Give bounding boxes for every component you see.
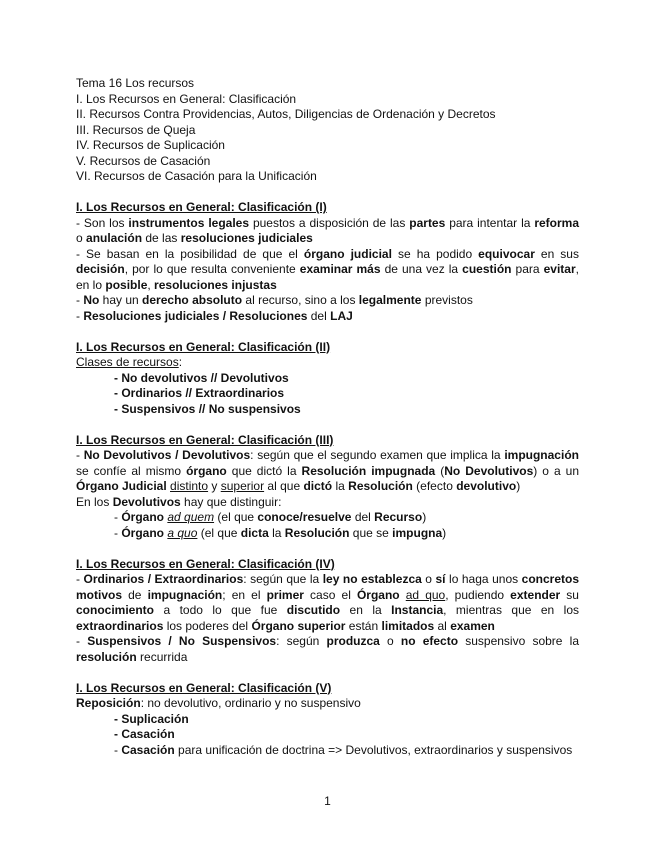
- toc-item: IV. Recursos de Suplicación: [76, 138, 225, 152]
- section-clasificacion-3: [76, 433, 579, 542]
- list-item: - Órgano ad quem (el que conoce/resuelve del Recurso): [114, 510, 427, 524]
- section-heading: I. Los Recursos en General: Clasificación (III): [76, 432, 334, 447]
- section-heading: I. Los Recursos en General: Clasificación (IV): [76, 556, 335, 571]
- toc-item: I. Los Recursos en General: Clasificación: [76, 91, 297, 106]
- section-clasificacion-2: [76, 340, 579, 418]
- paragraph: Clases de recursos:: [76, 355, 183, 369]
- paragraph: - Se basan en la posibilidad de que el órgano judicial se ha podido equivocar en sus decisión, por lo que resulta conveniente examinar más de una vez la cuestión para evitar, en lo posible, resoluciones injustas: [76, 246, 579, 292]
- page-number: 1: [324, 794, 331, 808]
- list-item: - Casación: [114, 727, 175, 741]
- paragraph: - Suspensivos / No Suspensivos: según produzca o no efecto suspensivo sobre la resolución recurrida: [76, 634, 579, 664]
- paragraph: - Resoluciones judiciales / Resoluciones del LAJ: [76, 308, 353, 323]
- toc-item: VI. Recursos de Casación para la Unificación: [76, 169, 317, 183]
- section-heading: I. Los Recursos en General: Clasificación (II): [76, 339, 331, 354]
- paragraph: Reposición: no devolutivo, ordinario y no suspensivo: [76, 696, 361, 710]
- section-clasificacion-5: [76, 681, 579, 759]
- list-item: - Casación para unificación de doctrina => Devolutivos, extraordinarios y suspensivos: [114, 742, 573, 757]
- table-of-contents: [76, 76, 579, 185]
- document-title: Tema 16 Los recursos: [76, 76, 195, 90]
- paragraph: - Ordinarios / Extraordinarios: según que la ley no establezca o sí lo haga unos concretos motivos de impugnación; en el primer caso el Órgano ad quo, pudiendo extender su conocimiento a todo lo que fue discutido en la Instancia, mientras que en los extraordinarios los poderes del Órgano superior están limitados al examen: [76, 572, 579, 633]
- toc-item: II. Recursos Contra Providencias, Autos, Diligencias de Ordenación y Decretos: [76, 107, 496, 121]
- section-clasificacion-1: [76, 200, 579, 324]
- paragraph: - No Devolutivos / Devolutivos: según que el segundo examen que implica la impugnación se confíe al mismo órgano que dictó la Resolución impugnada (No Devolutivos) o a un Órgano Judicial distinto y superior al que dictó la Resolución (efecto devolutivo): [76, 448, 580, 493]
- toc-item: III. Recursos de Queja: [76, 122, 196, 137]
- list-item: - No devolutivos // Devolutivos: [114, 370, 289, 385]
- paragraph: En los Devolutivos hay que distinguir:: [76, 494, 282, 509]
- section-heading: I. Los Recursos en General: Clasificación (V): [76, 680, 332, 695]
- section-clasificacion-4: [76, 557, 579, 666]
- list-item: - Suplicación: [114, 711, 189, 726]
- toc-item: V. Recursos de Casación: [76, 153, 211, 168]
- paragraph: - No hay un derecho absoluto al recurso, sino a los legalmente previstos: [76, 293, 473, 307]
- list-item: - Suspensivos // No suspensivos: [114, 401, 301, 416]
- section-heading: I. Los Recursos en General: Clasificación (I): [76, 200, 327, 214]
- list-item: - Órgano a quo (el que dicta la Resolución que se impugna): [114, 525, 447, 540]
- list-item: - Ordinarios // Extraordinarios: [114, 386, 285, 400]
- paragraph: - Son los instrumentos legales puestos a disposición de las partes para intentar la reforma o anulación de las resoluciones judiciales: [76, 215, 580, 245]
